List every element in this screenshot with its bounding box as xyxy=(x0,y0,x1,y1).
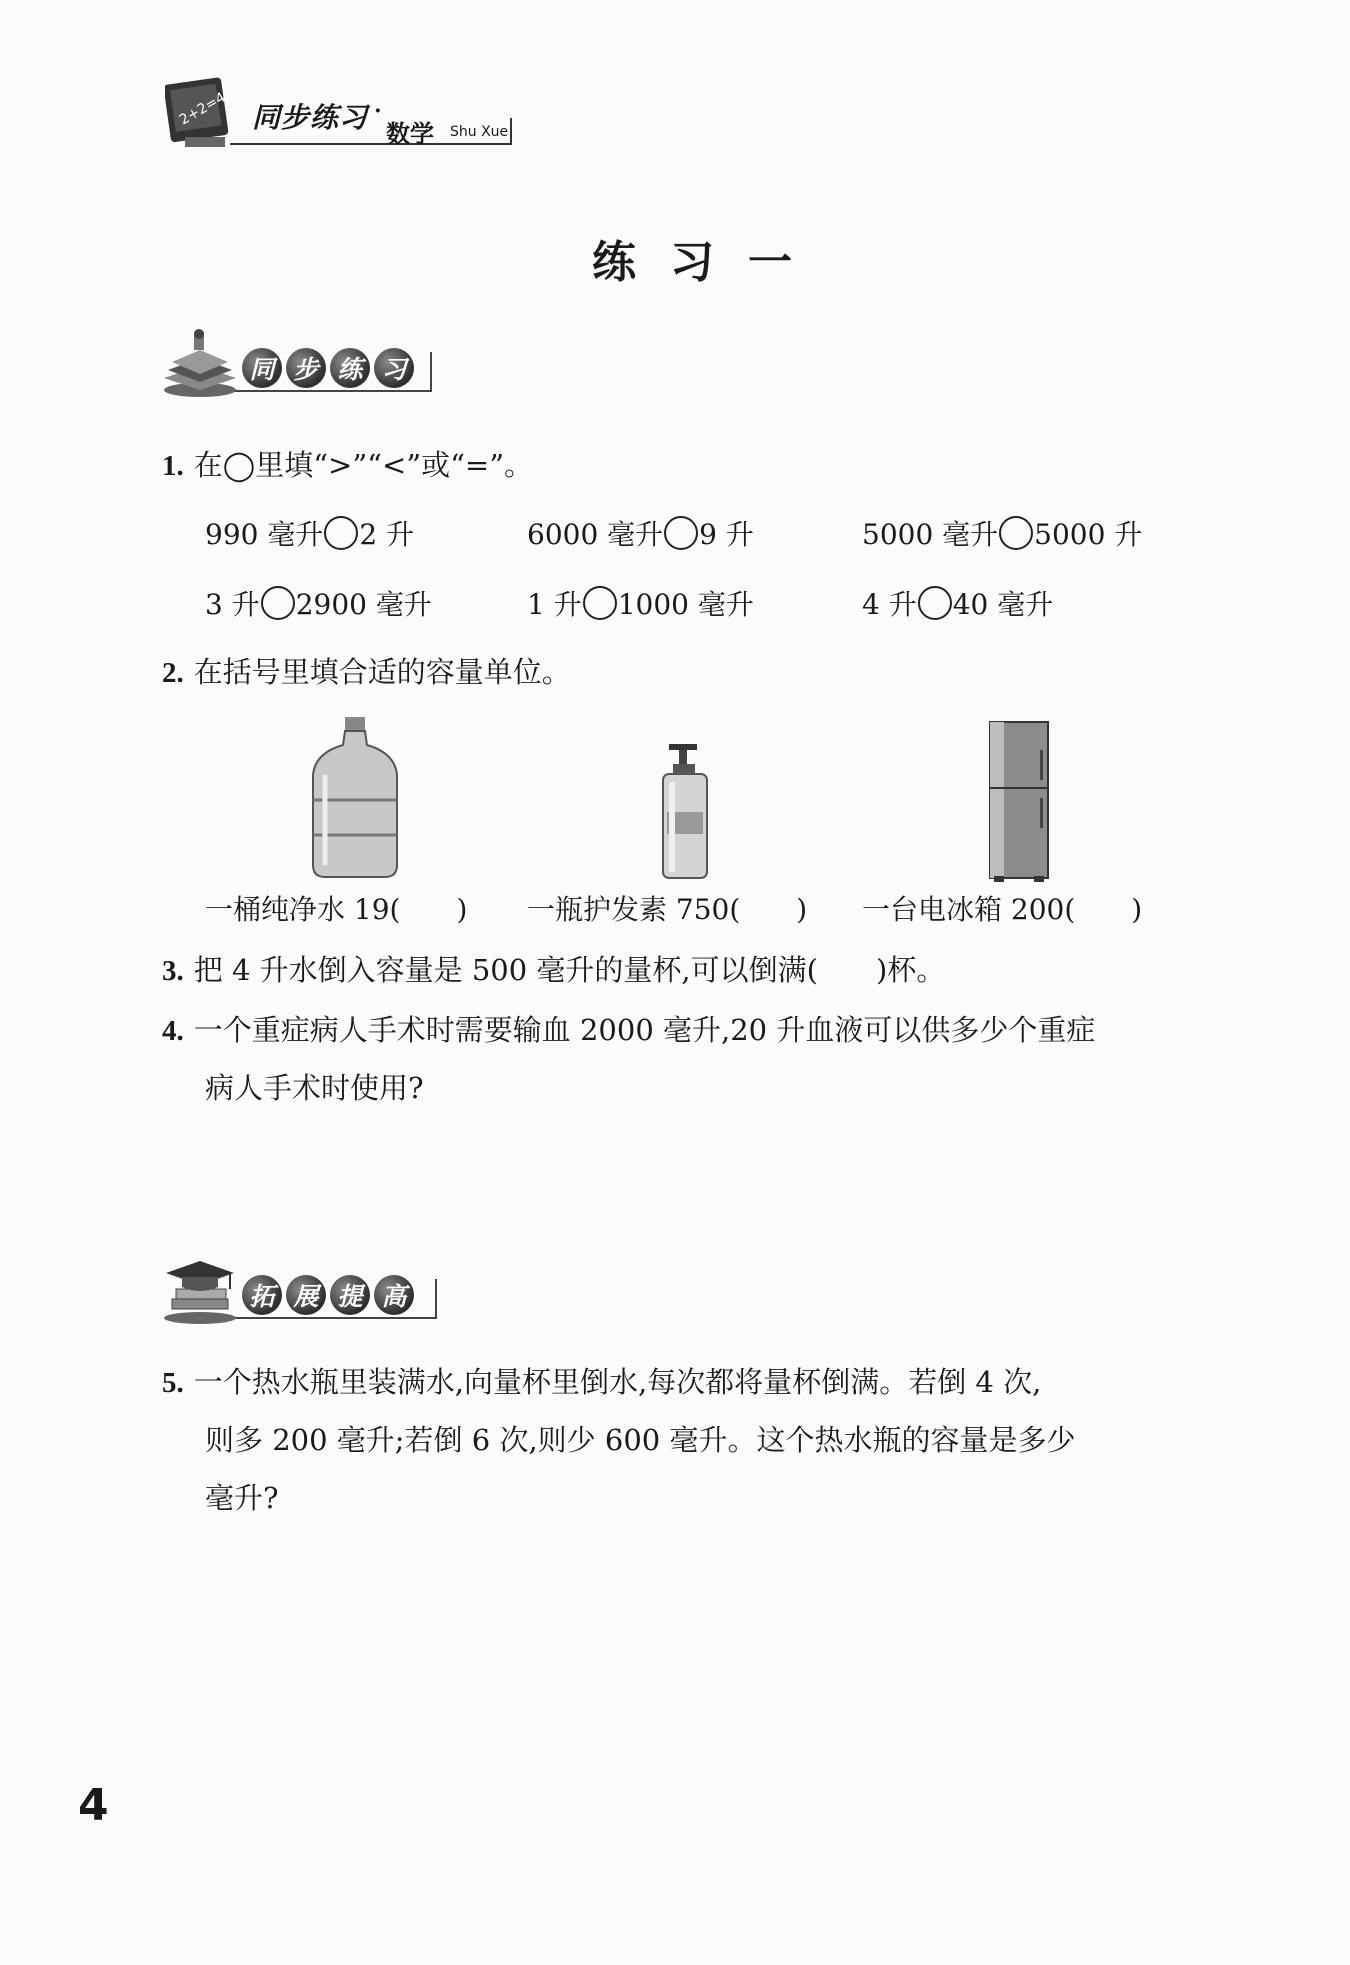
section-banner-sync xyxy=(160,328,440,398)
water-jug-image xyxy=(305,715,405,880)
section-banner-extend xyxy=(160,1255,450,1325)
section-char: 同 xyxy=(242,348,282,388)
caption-water: 一桶纯净水 19( ) xyxy=(205,893,468,926)
section-char: 步 xyxy=(286,348,326,388)
answer-circle[interactable] xyxy=(261,586,295,620)
chalkboard-icon xyxy=(165,75,237,153)
page-number: 4 xyxy=(78,1780,109,1831)
compare-right: 2 升 xyxy=(359,518,415,551)
question-2 xyxy=(162,652,571,693)
question-text-line1: 一个重症病人手术时需要输血 2000 毫升,20 升血液可以供多少个重症 xyxy=(193,1013,1096,1047)
caption-conditioner: 一瓶护发素 750( ) xyxy=(527,893,808,926)
section-char: 练 xyxy=(330,348,370,388)
board-text: 2+2=4 xyxy=(176,89,229,129)
caption-fridge: 一台电冰箱 200( ) xyxy=(862,893,1143,926)
compare-item xyxy=(205,585,432,625)
compare-right: 40 毫升 xyxy=(952,588,1054,621)
books-lamp-icon xyxy=(160,328,240,398)
answer-circle[interactable] xyxy=(324,516,358,550)
compare-item xyxy=(527,585,754,625)
question-1 xyxy=(162,445,533,486)
compare-left: 5000 毫升 xyxy=(862,518,999,551)
section-char: 习 xyxy=(374,348,414,388)
question-text-line1: 一个热水瓶里装满水,向量杯里倒水,每次都将量杯倒满。若倒 4 次, xyxy=(193,1365,1042,1399)
question-text-line2: 病人手术时使用? xyxy=(205,1071,424,1105)
page-title: 练习一 xyxy=(592,237,826,288)
answer-circle[interactable] xyxy=(999,516,1033,550)
question-text: 在括号里填合适的容量单位。 xyxy=(193,655,571,689)
compare-left: 1 升 xyxy=(527,588,582,621)
compare-item xyxy=(205,515,414,555)
compare-left: 6000 毫升 xyxy=(527,518,664,551)
graduation-cap-books-icon xyxy=(160,1255,240,1325)
question-number: 3. xyxy=(162,955,184,987)
question-4 xyxy=(162,1010,1095,1051)
section-char: 高 xyxy=(374,1275,414,1315)
compare-item xyxy=(527,515,754,555)
question-number: 2. xyxy=(162,657,184,689)
answer-circle[interactable] xyxy=(918,586,952,620)
compare-right: 1000 毫升 xyxy=(617,588,754,621)
compare-item xyxy=(862,585,1053,625)
compare-left: 990 毫升 xyxy=(205,518,324,551)
header-subject: 数学 xyxy=(386,120,434,148)
compare-right: 9 升 xyxy=(699,518,754,551)
question-number: 4. xyxy=(162,1015,184,1047)
question-text-line3: 毫升? xyxy=(205,1481,279,1515)
answer-circle[interactable] xyxy=(664,516,698,550)
compare-left: 3 升 xyxy=(205,588,260,621)
header-dot: · xyxy=(374,98,382,124)
question-text-line2: 则多 200 毫升;若倒 6 次,则少 600 毫升。这个热水瓶的容量是多少 xyxy=(205,1423,1076,1457)
question-number: 1. xyxy=(162,450,184,482)
section-char: 提 xyxy=(330,1275,370,1315)
compare-left: 4 升 xyxy=(862,588,917,621)
question-text: 在◯里填“>”“<”或“=”。 xyxy=(193,448,534,482)
header-series-title: 同步练习 xyxy=(252,101,369,134)
question-5 xyxy=(162,1362,1041,1403)
refrigerator-image xyxy=(988,720,1050,882)
section-char: 展 xyxy=(286,1275,326,1315)
compare-right: 2900 毫升 xyxy=(295,588,432,621)
question-number: 5. xyxy=(162,1367,184,1399)
question-3 xyxy=(162,950,945,991)
section-char: 拓 xyxy=(242,1275,282,1315)
conditioner-bottle-image xyxy=(655,742,715,882)
compare-item xyxy=(862,515,1142,555)
header-pinyin: Shu Xue xyxy=(450,124,509,140)
compare-right: 5000 升 xyxy=(1034,518,1143,551)
answer-circle[interactable] xyxy=(583,586,617,620)
question-text: 把 4 升水倒入容量是 500 毫升的量杯,可以倒满( )杯。 xyxy=(193,953,946,987)
